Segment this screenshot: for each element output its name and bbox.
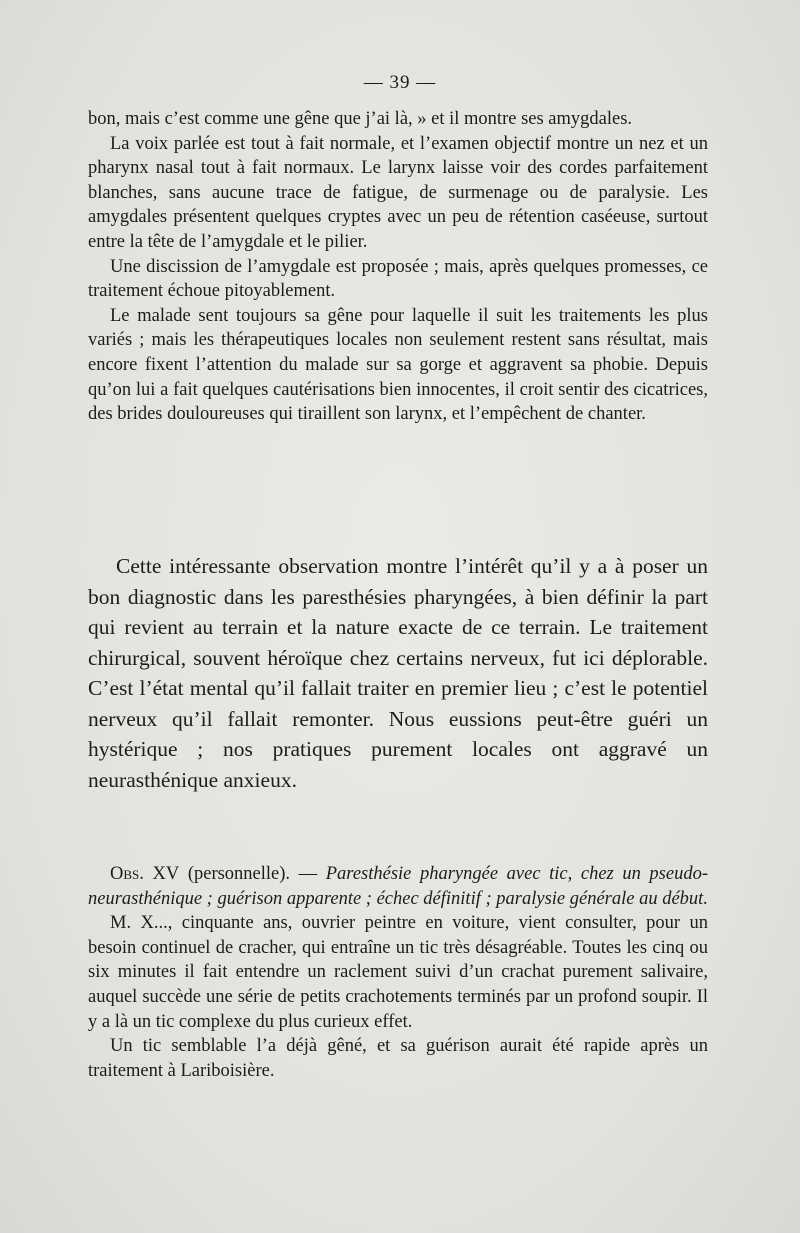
paragraph-outcome: Le malade sent toujours sa gêne pour laquelle il suit les traitements les plus variés ; mais les thérapeutiques locales non seulement restent sans résultat, mais encore fixent l’attention du malade sur sa gorge et aggravent sa phobie. Depuis qu’on lui a fait quelques cautérisations bien innocentes, il croit sentir des cicatrices, des brides douloureuses qui tiraillent son larynx, et l’empêchent de chanter. [88, 305, 708, 425]
paragraph-treatment: Une discission de l’amygdale est proposée ; mais, après quelques promesses, ce traitement échoue pitoyablement. [88, 256, 708, 302]
observation-title: Paresthésie pharyngée avec tic, chez un pseudo-neurasthénique ; guérison apparente ; échec définitif ; paralysie générale au début. [88, 864, 709, 909]
case-narrative [88, 107, 708, 427]
observation-heading [88, 862, 708, 911]
paragraph-exam: La voix parlée est tout à fait normale, et l’examen objectif montre un nez et un pharynx nasal tout à fait normaux. Le larynx laisse voir des cordes parfaitement blanches, sans aucune trace de fatigue, de surmenage ou de paralysie. Les amygdales présentent quelques cryptes avec un peu de rétention caséeuse, surtout entre la tête de l’amygdale et le pilier. [88, 133, 708, 252]
commentary-section [88, 551, 708, 795]
observation-qualifier: (personnelle). — [179, 864, 326, 884]
observation-section [88, 862, 708, 1083]
paragraph-commentary: Cette intéressante observation montre l’intérêt qu’il y a à poser un bon diagnostic dans les paresthésies pharyngées, à bien définir la part qui revient au terrain et la nature exacte de ce terrain. Le traitement chirurgical, souvent héroïque chez certains nerveux, fut ici déplorable. C’est l’état mental qu’il fallait traiter en premier lieu ; c’est le potentiel nerveux qu’il fallait remonter. Nous eussions peut-être guéri un hystérique ; nos pratiques purement locales ont aggravé un neurasthénique anxieux. [88, 554, 708, 792]
page-number: — 39 — [363, 72, 437, 93]
paragraph-patient: M. X..., cinquante ans, ouvrier peintre en voiture, vient consulter, pour un besoin continuel de cracher, qui entraîne un tic très désagréable. Toutes les cinq ou six minutes il fait entendre un raclement suivi d’un crachat purement salivaire, auquel succède une série de petits crachotements terminés par un profond soupir. Il y a là un tic complexe du plus curieux effet. [88, 913, 708, 1032]
paragraph-history: Un tic semblable l’a déjà gêné, et sa guérison aurait été rapide après un traitement à Lariboisière. [88, 1036, 708, 1081]
observation-label: Obs. XV [110, 864, 180, 884]
paragraph-continuation: bon, mais c’est comme une gêne que j’ai là, » et il montre ses amygdales. [88, 109, 633, 129]
